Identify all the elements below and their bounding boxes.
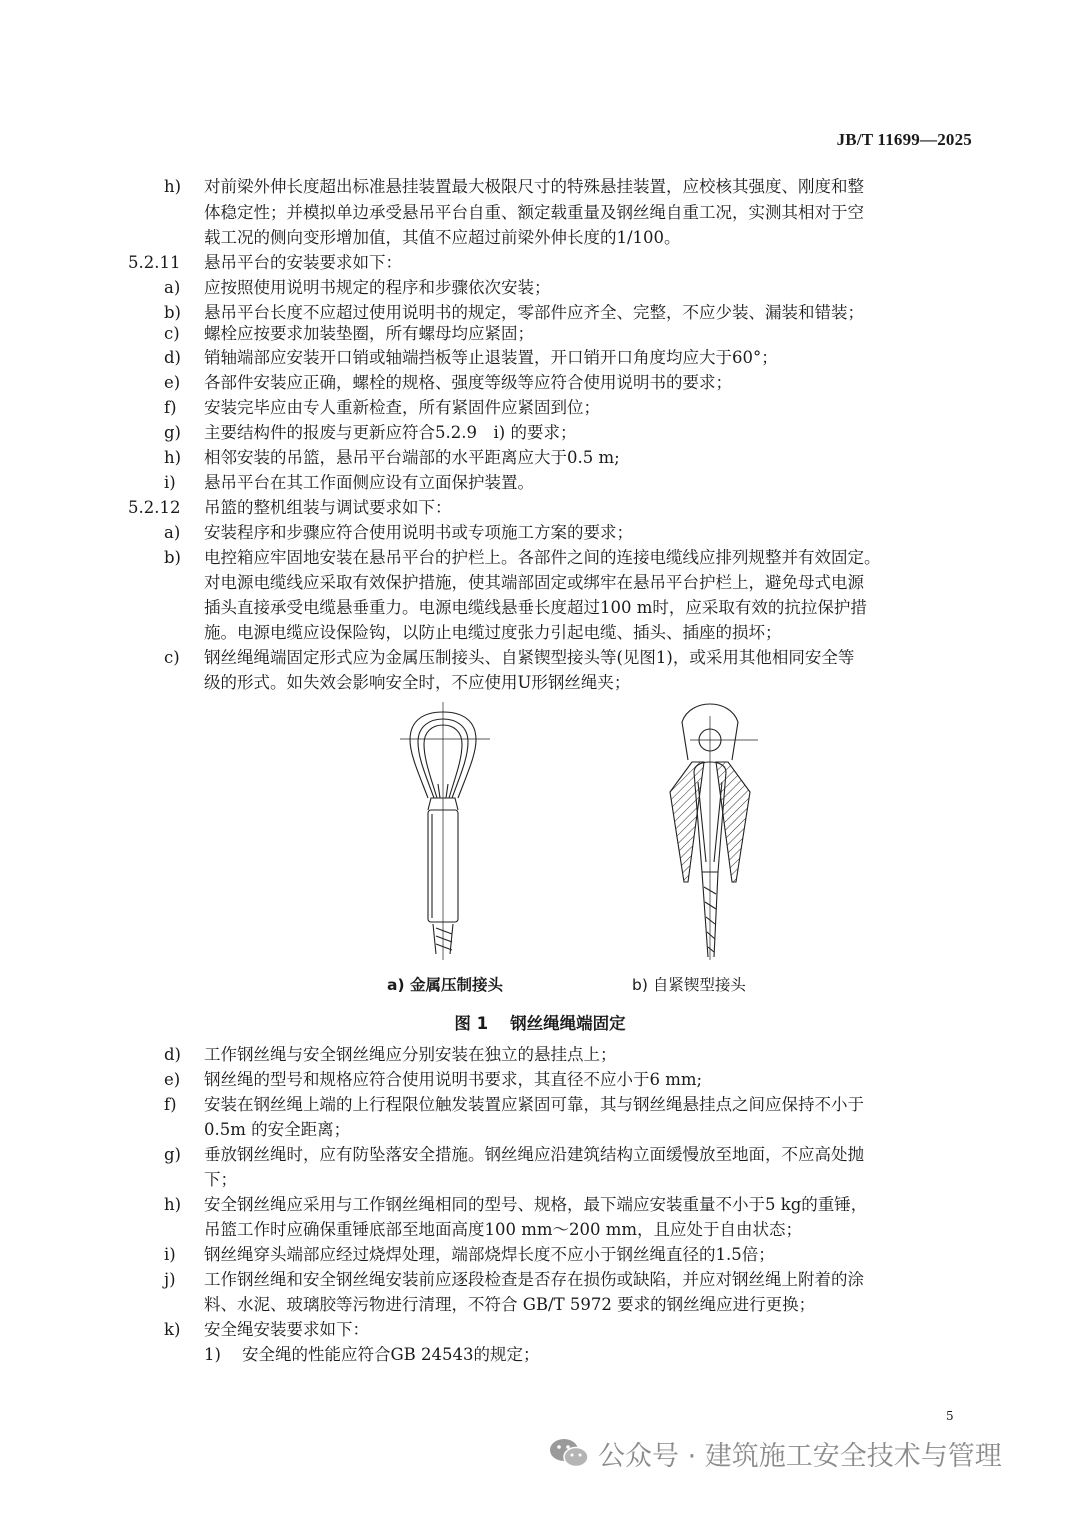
page-number: 5	[946, 1409, 954, 1423]
figure-caption-b: b) 自紧锲型接头	[632, 976, 746, 994]
list-item: 相邻安装的吊篮，悬吊平台端部的水平距离应大于0.5 m;	[204, 448, 620, 467]
paragraph-line: 安全钢丝绳应采用与工作钢丝绳相同的型号、规格，最下端应安装重量不小于5 kg的重锤，	[204, 1195, 868, 1214]
paragraph-line: 钢丝绳绳端固定形式应为金属压制接头、自紧锲型接头等(见图1)，或采用其他相同安全等	[204, 648, 855, 667]
list-marker: h)	[164, 448, 182, 467]
list-item: 安全绳的性能应符合GB 24543的规定；	[242, 1345, 540, 1364]
list-marker: 1)	[204, 1345, 221, 1364]
watermark	[548, 1433, 1002, 1473]
list-item: 悬吊平台长度不应超过使用说明书的规定，零部件应齐全、完整，不应少装、漏装和错装；	[204, 303, 864, 322]
figure-title	[0, 1010, 1080, 1034]
standard-number: JB/T 11699—2025	[836, 130, 972, 149]
list-marker: h)	[164, 177, 182, 196]
list-item: 安全绳安装要求如下：	[204, 1320, 369, 1339]
list-marker: f)	[164, 1095, 177, 1114]
paragraph-line: 下；	[204, 1170, 237, 1189]
paragraph-line: 工作钢丝绳和安全钢丝绳安装前应逐段检查是否存在损伤或缺陷，并应对钢丝绳上附着的涂	[204, 1270, 864, 1289]
list-marker: i)	[164, 473, 176, 492]
list-item: 悬吊平台在其工作面侧应设有立面保护装置。	[204, 473, 534, 492]
paragraph-line: 施。电源电缆应设保险钩，以防止电缆过度张力引起电缆、插头、插座的损坏；	[204, 623, 782, 642]
paragraph-line: 级的形式。如失效会影响安全时，不应使用U形钢丝绳夹；	[204, 673, 631, 692]
list-marker: e)	[164, 373, 181, 392]
figure-caption-a: a) 金属压制接头	[387, 976, 503, 994]
paragraph-line: 料、水泥、玻璃胶等污物进行清理，不符合 GB/T 5972 要求的钢丝绳应进行更换；	[204, 1295, 816, 1314]
list-marker: j)	[164, 1270, 176, 1289]
list-marker: c)	[164, 324, 180, 343]
list-item: 主要结构件的报废与更新应符合5.2.9 i) 的要求；	[204, 423, 577, 442]
list-item: 钢丝绳的型号和规格应符合使用说明书要求，其直径不应小于6 mm;	[204, 1070, 703, 1089]
list-item: 工作钢丝绳与安全钢丝绳应分别安装在独立的悬挂点上；	[204, 1045, 617, 1064]
list-item: 各部件安装应正确，螺栓的规格、强度等级等应符合使用说明书的要求；	[204, 373, 732, 392]
list-item: 安装程序和步骤应符合使用说明书或专项施工方案的要求；	[204, 523, 633, 542]
list-marker: g)	[164, 423, 181, 442]
watermark-text: 公众号 · 建筑施工安全技术与管理	[598, 1440, 1002, 1472]
paragraph-line: 载工况的侧向变形增加值，其值不应超过前梁外伸长度的1/100。	[204, 228, 681, 247]
list-marker: k)	[164, 1320, 181, 1339]
list-marker: a)	[164, 278, 181, 297]
list-item: 销轴端部应安装开口销或轴端挡板等止退装置，开口销开口角度均应大于60°；	[204, 348, 778, 367]
figure-wedge-joint	[658, 702, 778, 964]
list-item: 安装完毕应由专人重新检查，所有紧固件应紧固到位；	[204, 398, 600, 417]
paragraph-line: 0.5m 的安全距离；	[204, 1120, 351, 1139]
clause-number: 5.2.12	[128, 498, 181, 517]
list-marker: f)	[164, 398, 177, 417]
list-marker: d)	[164, 348, 181, 367]
figure-metal-pressed-joint	[398, 702, 494, 964]
list-item: 螺栓应按要求加装垫圈，所有螺母均应紧固；	[204, 324, 534, 343]
list-item: 应按照使用说明书规定的程序和步骤依次安装；	[204, 278, 551, 297]
list-marker: e)	[164, 1070, 181, 1089]
paragraph-line: 电控箱应牢固地安装在悬吊平台的护栏上。各部件之间的连接电缆线应排列规整并有效固定。	[204, 548, 881, 567]
clause-number: 5.2.11	[128, 253, 181, 272]
list-marker: d)	[164, 1045, 181, 1064]
figure-title-text: 钢丝绳绳端固定	[510, 1014, 626, 1033]
paragraph-line: 吊篮工作时应确保重锤底部至地面高度100 mm～200 mm，且应处于自由状态；	[204, 1220, 803, 1239]
paragraph-line: 插头直接承受电缆悬垂重力。电源电缆线悬垂长度超过100 m时，应采取有效的抗拉保护措	[204, 598, 867, 617]
clause-heading: 悬吊平台的安装要求如下：	[204, 253, 402, 272]
list-marker: h)	[164, 1195, 182, 1214]
wechat-icon	[548, 1436, 590, 1470]
list-marker: b)	[164, 548, 181, 567]
list-marker: b)	[164, 303, 181, 322]
paragraph-line: 对前梁外伸长度超出标准悬挂装置最大极限尺寸的特殊悬挂装置，应校核其强度、刚度和整	[204, 177, 864, 196]
list-marker: c)	[164, 648, 180, 667]
figure-number: 图 1	[454, 1014, 489, 1033]
paragraph-line: 对电源电缆线应采取有效保护措施，使其端部固定或绑牢在悬吊平台护栏上，避免母式电源	[204, 573, 864, 592]
clause-heading: 吊篮的整机组装与调试要求如下：	[204, 498, 452, 517]
list-item: 钢丝绳穿头端部应经过烧焊处理，端部烧焊长度不应小于钢丝绳直径的1.5倍；	[204, 1245, 775, 1264]
list-marker: g)	[164, 1145, 181, 1164]
list-marker: a)	[164, 523, 181, 542]
paragraph-line: 体稳定性；并模拟单边承受悬吊平台自重、额定载重量及钢丝绳自重工况，实测其相对于空	[204, 203, 864, 222]
list-marker: i)	[164, 1245, 176, 1264]
paragraph-line: 垂放钢丝绳时，应有防坠落安全措施。钢丝绳应沿建筑结构立面缓慢放至地面，不应高处抛	[204, 1145, 864, 1164]
paragraph-line: 安装在钢丝绳上端的上行程限位触发装置应紧固可靠，其与钢丝绳悬挂点之间应保持不小于	[204, 1095, 864, 1114]
